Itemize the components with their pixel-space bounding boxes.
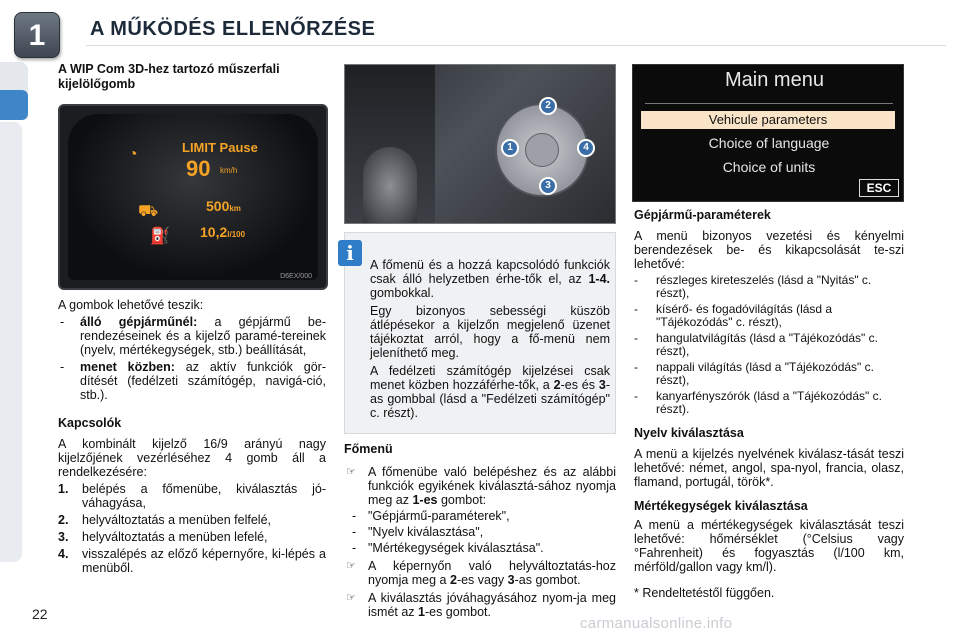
instruction-text: -es gombot.: [424, 605, 491, 619]
section-heading: A WIP Com 3D-hez tartozó műszerfali kijelölőgomb: [58, 62, 280, 91]
dash: -: [634, 331, 638, 345]
cluster-display: [68, 114, 318, 280]
item-text: az aktív funkciók gör-dítését (fedélzeti számítógép, navigá-ció, stb.).: [80, 360, 327, 402]
vehicle-param-item: [634, 390, 904, 416]
instruction-item: [344, 465, 616, 507]
screen-divider: [645, 103, 893, 104]
menu-option-text: "Nyelv kiválasztása",: [368, 525, 484, 539]
info-text-bold: 1-4.: [588, 272, 610, 286]
instruction-text: A főmenübe való belépéshez és az alábbi funkciók egyikének kiválasztá-sához nyomja meg az: [368, 465, 616, 507]
control-item: [58, 547, 326, 575]
control-text: helyváltoztatás a menüben lefelé,: [82, 530, 268, 544]
right-text-block: [634, 208, 904, 600]
info-text-part: A főmenü és a hozzá kapcsolódó funkciók csak álló helyzetben érhe-tők el, az: [370, 258, 610, 286]
vehicle-param-text: kanyarfényszórók (lásd a "Tájékozódás" c. részt).: [656, 389, 882, 416]
instruction-item: [344, 591, 616, 619]
page-number: 22: [32, 606, 48, 622]
info-paragraph: [370, 258, 610, 300]
control-number: 2.: [58, 513, 69, 527]
dash: -: [352, 509, 357, 523]
control-item: [58, 482, 326, 510]
main-menu-heading: Főmenü: [344, 442, 393, 456]
gear-knob: [363, 147, 417, 224]
info-text-part: A fedélzeti számítógép kijelzései csak menet közben hozzáférhe-tők, a: [370, 364, 610, 392]
button-label-3: 3: [539, 177, 557, 195]
bullet: -: [60, 360, 65, 374]
intro-text: A gombok lehetővé teszik:: [58, 298, 204, 312]
controls-heading: Kapcsolók: [58, 416, 122, 430]
vehicle-param-item: [634, 274, 904, 300]
pointing-hand-icon: ☞: [346, 466, 356, 478]
consumption-unit: l/100: [227, 230, 246, 239]
range-unit: km: [229, 204, 241, 213]
instruction-text: -as gombot.: [514, 573, 581, 587]
pointing-hand-icon: ☞: [346, 592, 356, 604]
vehicle-param-text: kísérő- és fogadóvilágítás (lásd a "Tájékozódás" c. részt),: [656, 302, 833, 329]
control-number: 4.: [58, 547, 69, 561]
control-item: [58, 513, 326, 527]
left-heading-block: [58, 62, 326, 92]
dash: -: [634, 273, 638, 287]
instruction-bold: 3: [507, 573, 515, 587]
vehicle-param-text: részleges kireteszelés (lásd a "Nyitás" c. részt),: [656, 273, 872, 300]
footnote: * Rendeltetéstől függően.: [634, 586, 775, 600]
instruction-text: A kiválasztás jóváhagyásához nyom-ja meg ismét az: [368, 591, 616, 619]
instruction-bold: 1: [418, 605, 425, 619]
language-heading: Nyelv kiválasztása: [634, 426, 744, 440]
dash: -: [352, 541, 357, 555]
button-label-2: 2: [539, 97, 557, 115]
instruction-text: -es vagy: [456, 573, 508, 587]
controls-intro: A kombinált kijelző 16/9 arányú nagy kijelzőjének vezérléséhez 4 gomb áll a rendelkezésére:: [58, 437, 326, 479]
menu-option: [344, 525, 616, 539]
control-center: [525, 133, 559, 167]
language-text: A menü a kijelzés nyelvének kiválasz-tását teszi lehetővé: német, angol, spa-nyol, francia, olasz, flamand, portugál, török*.: [634, 447, 904, 489]
menu-option: [344, 541, 616, 555]
info-text-part: gombokkal.: [370, 286, 434, 300]
control-text: visszalépés az előző képernyőre, ki-lépés a menüből.: [82, 547, 326, 575]
instruction-text: A képernyőn való helyváltoztatás-hoz nyomja meg a: [368, 559, 616, 587]
item-text: a gépjármű be-rendezéseinek és a kijelző paramé-tereinek (nyelv, mértékegységek, stb.) beállítását,: [80, 315, 326, 357]
instruction-bold: 1-es: [412, 493, 438, 507]
main-menu-block: [344, 442, 616, 619]
pointing-hand-icon: ☞: [346, 560, 356, 572]
screen-title: Main menu: [725, 69, 824, 91]
screen-menu-item: Choice of language: [708, 135, 830, 151]
list-item: [58, 360, 326, 402]
dash: -: [634, 302, 638, 316]
info-paragraph: [370, 364, 610, 420]
list-item: [58, 315, 326, 357]
dash: -: [352, 525, 357, 539]
units-text: A menü a mértékegységek kiválasztását teszi lehetővé: hőmérséklet (°Celsius vagy °Fahrenheit) és fogyasztás (l/100 km, mérföld/gallon vagy km/l).: [634, 518, 904, 574]
instruction-bold: 2: [449, 573, 457, 587]
control-text: belépés a főmenübe, kiválasztás jó-váhagyása,: [82, 482, 326, 510]
cluster-consumption: [200, 224, 245, 240]
fuel-icon: ⛽: [150, 228, 170, 245]
page-title: A MŰKÖDÉS ELLENŐRZÉSE: [90, 18, 376, 40]
section-tab-active: [0, 90, 28, 120]
image-code: D6EX/000: [280, 273, 312, 280]
dash: -: [634, 389, 638, 403]
range-value: 500: [206, 198, 230, 214]
car-icon: ⛟: [138, 203, 159, 220]
vehicle-param-item: [634, 303, 904, 329]
bullet: -: [60, 315, 65, 329]
steering-wheel-controls-photo: [344, 64, 616, 224]
menu-option-text: "Mértékegységek kiválasztása".: [368, 541, 544, 555]
info-text-bold: 2: [553, 378, 561, 392]
cluster-speed: 90: [186, 156, 211, 181]
item-bold: menet közben:: [80, 360, 175, 374]
vehicle-param-item: [634, 361, 904, 387]
vehicle-param-text: hangulatvilágítás (lásd a "Tájékozódás" c. részt),: [656, 331, 878, 358]
vehicle-params-text: A menü bizonyos vezetési és kényelmi berendezések be- és kikapcsolását te-szi lehetővé:: [634, 229, 904, 271]
info-text-bold: 3: [598, 378, 606, 392]
info-text: [370, 258, 610, 424]
control-text: helyváltoztatás a menüben felfelé,: [82, 513, 272, 527]
screen-menu-item: Choice of units: [722, 159, 816, 175]
info-text-part: -es és: [560, 378, 599, 392]
info-text-part: -as gombbal (lásd a "Fedélzeti számítógép" c. részt).: [370, 378, 610, 420]
cluster-range: [206, 198, 241, 214]
instrument-cluster-image: [58, 104, 328, 290]
speedometer-icon: ◔: [128, 146, 138, 163]
button-label-4: 4: [577, 139, 595, 157]
control-number: 1.: [58, 482, 69, 496]
title-divider: [86, 45, 946, 46]
control-item: [58, 530, 326, 544]
button-label-1: 1: [501, 139, 519, 157]
instruction-item: [344, 559, 616, 587]
section-tab: [0, 122, 22, 562]
units-heading: Mértékegységek kiválasztása: [634, 499, 808, 513]
vehicle-param-text: nappali világítás (lásd a "Tájékozódás" c. részt),: [656, 360, 874, 387]
dash: -: [634, 360, 638, 374]
esc-label: ESC: [859, 179, 899, 197]
item-bold: álló gépjárműnél:: [80, 315, 198, 329]
page-tab-strip: [0, 0, 30, 640]
chapter-badge: 1: [14, 12, 60, 58]
screen-selected-item: Vehicule parameters: [641, 111, 895, 129]
left-text-block: [58, 298, 326, 575]
vehicle-params-heading: Gépjármű-paraméterek: [634, 208, 771, 222]
vehicle-param-item: [634, 332, 904, 358]
control-number: 3.: [58, 530, 69, 544]
watermark: carmanualsonline.info: [580, 615, 733, 632]
instruction-text: gombot:: [437, 493, 487, 507]
info-paragraph: Egy bizonyos sebességi küszöb átlépésekor a kijelzőn megjelenő üzenet tájékoztat arról, hogy a fő-menü nem jeleníthető meg.: [370, 304, 610, 360]
menu-option: [344, 509, 616, 523]
cluster-limit-label: LIMIT Pause: [182, 140, 258, 155]
consumption-value: 10,2: [200, 224, 228, 240]
main-menu-screen: [632, 64, 904, 202]
cluster-speed-unit: km/h: [220, 166, 238, 175]
menu-option-text: "Gépjármű-paraméterek",: [368, 509, 510, 523]
info-icon: i: [338, 240, 362, 266]
